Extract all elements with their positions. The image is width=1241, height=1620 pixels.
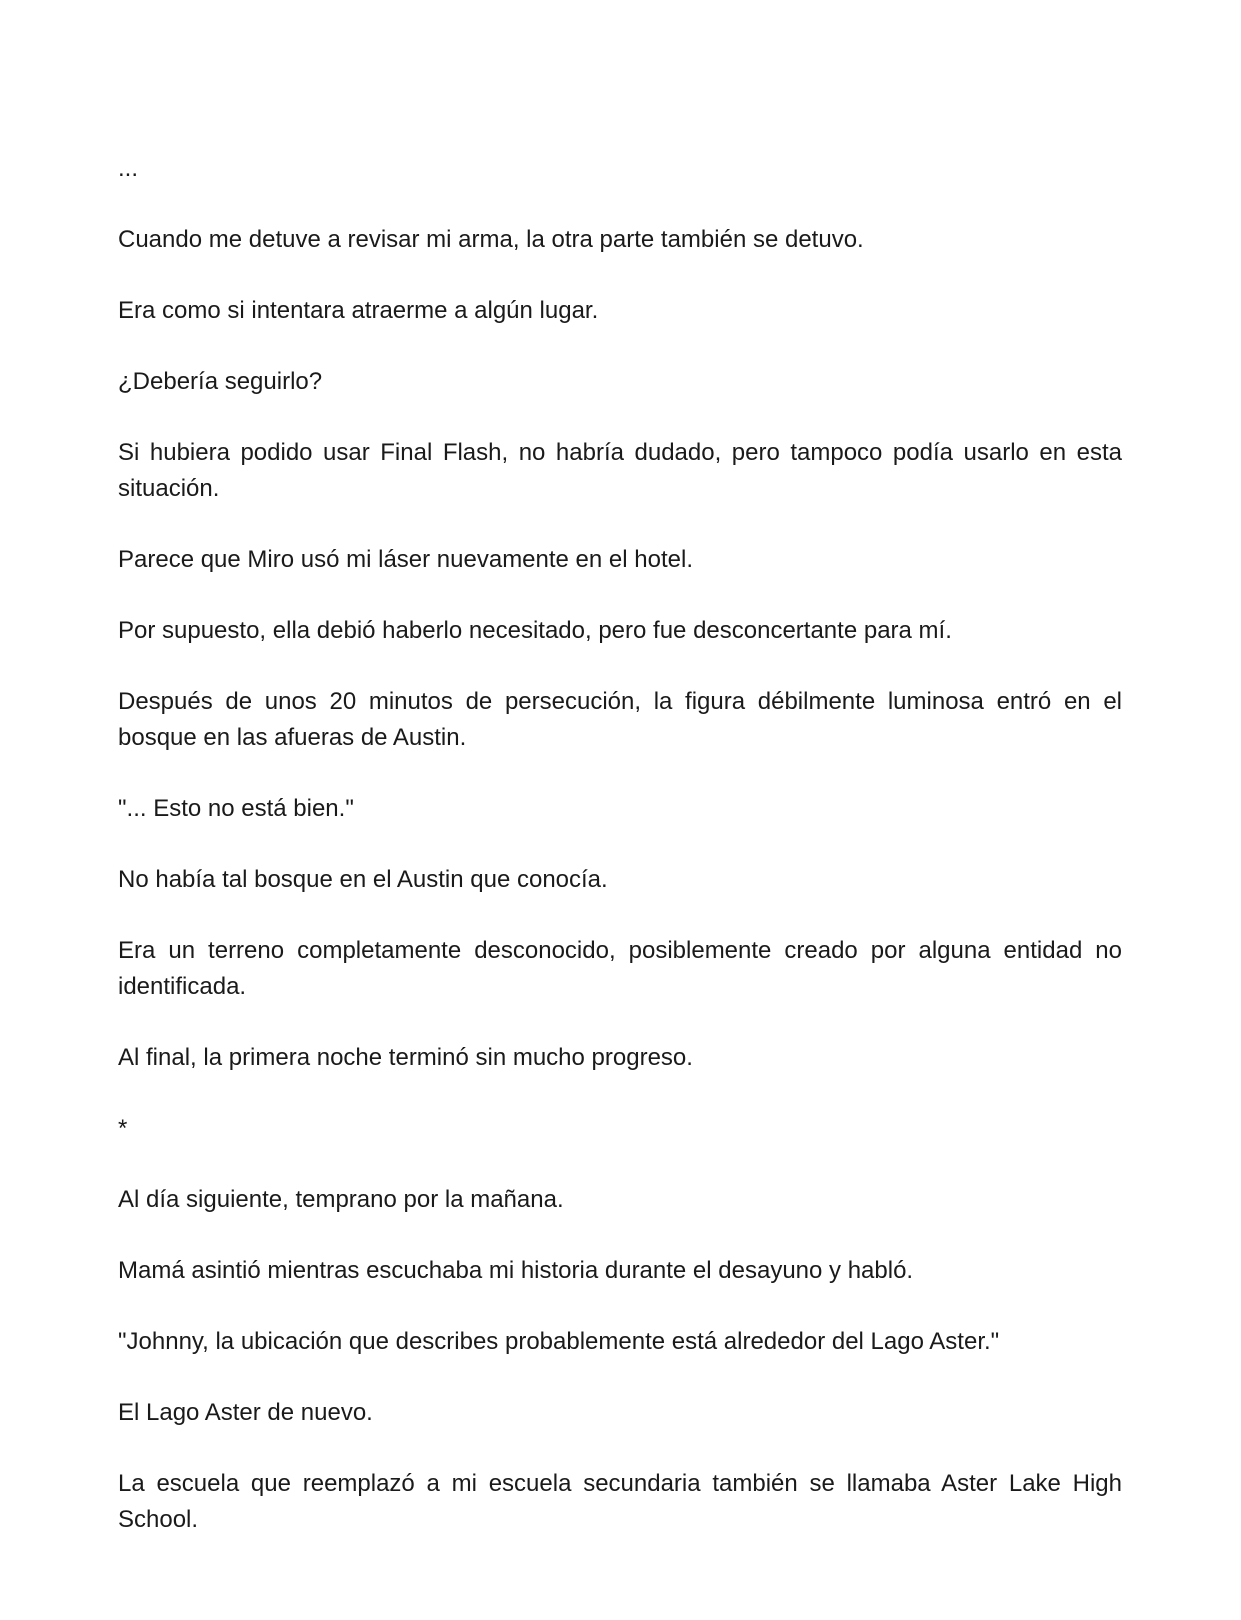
paragraph: Parece que Miro usó mi láser nuevamente en el hotel. [118, 546, 693, 573]
paragraph: No había tal bosque en el Austin que conocía. [118, 866, 608, 893]
paragraph: Al final, la primera noche terminó sin mucho progreso. [118, 1044, 693, 1071]
paragraph: La escuela que reemplazó a mi escuela secundaria también se llamaba Aster Lake High School. [118, 1470, 1122, 1533]
document-body [118, 151, 1122, 1573]
paragraph: "Johnny, la ubicación que describes probablemente está alrededor del Lago Aster." [118, 1328, 1000, 1355]
paragraph: Era un terreno completamente desconocido, posiblemente creado por alguna entidad no identificada. [118, 937, 1122, 1000]
paragraph: ¿Debería seguirlo? [118, 368, 323, 395]
paragraph: "... Esto no está bien." [118, 795, 354, 822]
paragraph: Si hubiera podido usar Final Flash, no habría dudado, pero tampoco podía usarlo en esta situación. [118, 439, 1122, 502]
paragraph: Cuando me detuve a revisar mi arma, la otra parte también se detuvo. [118, 226, 864, 253]
paragraph: Mamá asintió mientras escuchaba mi historia durante el desayuno y habló. [118, 1257, 914, 1284]
paragraph: Era como si intentara atraerme a algún lugar. [118, 297, 599, 324]
paragraph: Al día siguiente, temprano por la mañana. [118, 1186, 564, 1213]
paragraph: Por supuesto, ella debió haberlo necesitado, pero fue desconcertante para mí. [118, 617, 952, 644]
paragraph: El Lago Aster de nuevo. [118, 1399, 373, 1426]
paragraph: ... [118, 155, 139, 182]
paragraph: Después de unos 20 minutos de persecución, la figura débilmente luminosa entró en el bosque en las afueras de Austin. [118, 688, 1122, 751]
scene-break: * [118, 1115, 128, 1142]
